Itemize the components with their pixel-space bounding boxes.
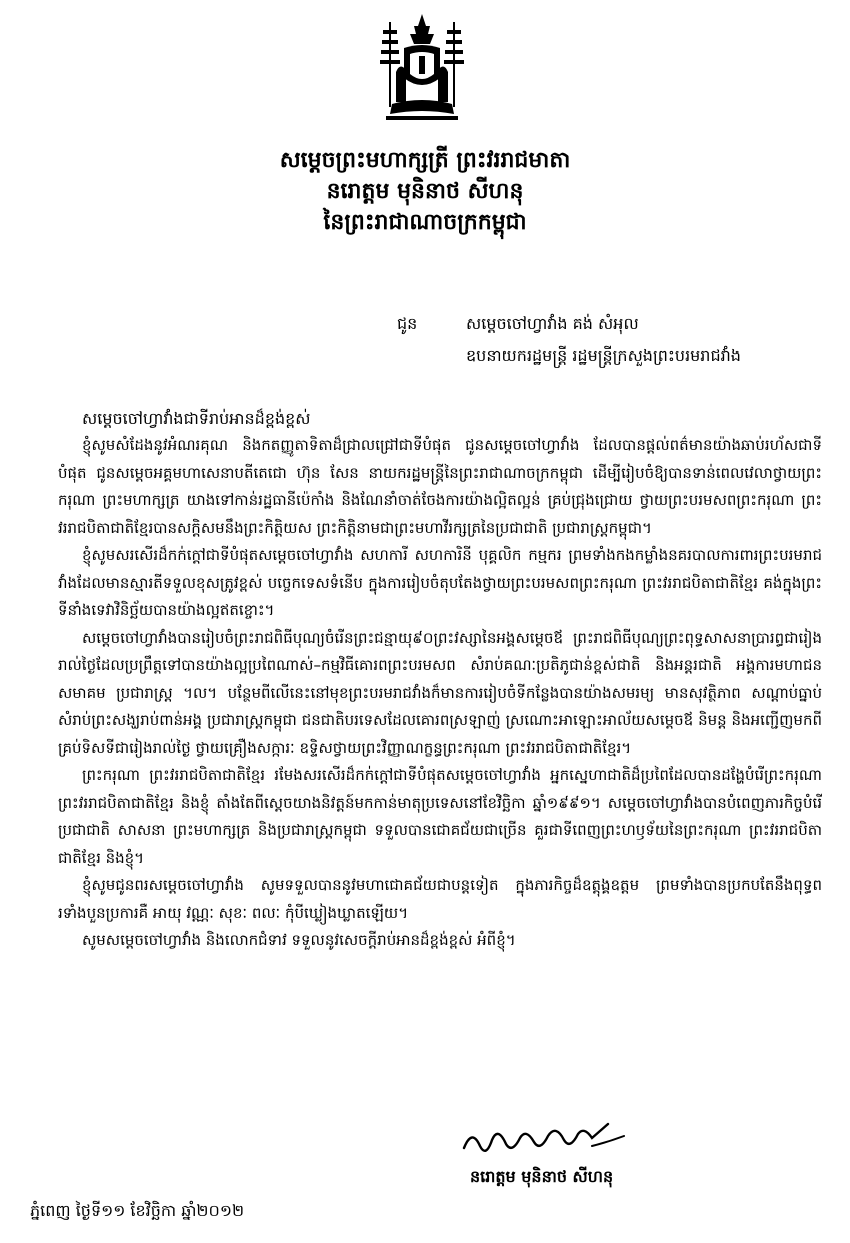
handwritten-signature: [458, 1118, 628, 1162]
letter-body: [58, 432, 822, 955]
recipient-title: ឧបនាយករដ្ឋមន្ត្រី រដ្ឋមន្ត្រីក្រសួងព្រះបរមរាជវាំង: [466, 346, 741, 365]
paragraph: ព្រះករុណា ព្រះវររាជបិតាជាតិខ្មែរ រមែងសរសើរដ៏កក់ក្តៅជាទីបំផុតសម្តេចចៅហ្វាវាំង អ្នកស្នេហាជាតិដ៏ប្រពៃដែលបានដង្ហែបំរើព្រះករុណា ព្រះវររាជបិតាជាតិខ្មែរ និងខ្ញុំ តាំងតែពីស្តេចយាងនិវត្តន៍មកកាន់មាតុប្រទេសនៅខែវិច្ឆិកា ឆ្នាំ១៩៩១។ សម្តេចចៅហ្វាវាំងបានបំពេញភារកិច្ចបំរើប្រជាជាតិ សាសនា ព្រះមហាក្សត្រ និងប្រជារាស្ត្រកម្ពុជា ទទួលបានជោគជ័យជាច្រើន គួរជាទីពេញព្រះហឫទ័យនៃព្រះករុណា ព្រះវររាជបិតាជាតិខ្មែរ និងខ្ញុំ។: [58, 766, 822, 867]
letter-date: ភ្នំពេញ ថ្ងៃទី១១ ខែវិច្ឆិកា ឆ្នាំ២០១២: [30, 1201, 245, 1220]
recipient-prefix: ជូន: [397, 314, 418, 333]
royal-crest-emblem: [376, 12, 468, 124]
issuer-title-line1: សម្តេចព្រះមហាក្សត្រី ព្រះវររាជមាតា: [279, 148, 571, 173]
salutation: សម្តេចចៅហ្វាវាំងជាទីរាប់អានដ៏ខ្ពង់ខ្ពស់: [82, 409, 311, 428]
issuer-kingdom-line3: នៃព្រះរាជាណាចក្រកម្ពុជា: [323, 210, 527, 235]
paragraph: ខ្ញុំសូមសរសើរដ៏កក់ក្តៅជាទីបំផុតសម្តេចចៅហ្វាវាំង សហការី សហការិនី បុគ្គលិក កម្មករ ព្រមទាំងកងកម្លាំងនគរបាលការពារព្រះបរមរាជវាំងដែលមានស្មារតីទទួលខុសត្រូវខ្ពស់ បច្ចេកទេសទំនើប ក្នុងការរៀបចំតុបតែងថ្វាយព្រះបរមសពព្រះករុណា ព្រះវររាជបិតាជាតិខ្មែរ គង់ក្នុងព្រះទីនាំងទេវាវិនិច្ឆ័យបានយ៉ាងល្អឥតខ្ចោះ។: [58, 546, 822, 619]
issuer-name-line2: នរោត្តម មុនិនាថ សីហនុ: [326, 179, 524, 204]
paragraph: ខ្ញុំសូមជូនពរសម្តេចចៅហ្វាវាំង សូមទទួលបាននូវមហាជោគជ័យជាបន្តទៀត ក្នុងភារកិច្ចដ៏ឧត្តុង្គឧត្តម ព្រមទាំងបានប្រកបតែនឹងពុទ្ធពរទាំងបួនប្រការគឺ អាយុ វណ្ណៈ សុខៈ ពលៈ កុំបីឃ្លៀងឃ្លាតឡើយ។: [58, 876, 822, 922]
paragraph: សូមសម្តេចចៅហ្វាវាំង និងលោកជំទាវ ទទួលនូវសេចក្តីរាប់អានដ៏ខ្ពង់ខ្ពស់ អំពីខ្ញុំ។: [82, 931, 516, 949]
signer-name: នរោត្តម មុនិនាថ សីហនុ: [470, 1167, 614, 1186]
paragraph: សម្តេចចៅហ្វាវាំងបានរៀបចំព្រះរាជពិធីបុណ្យចំរើនព្រះជន្មាយុ៩០ព្រះវស្សានៃអង្គសម្តេចឪ ព្រះរាជពិធីបុណ្យព្រះពុទ្ធសាសនាប្រារព្ធជារៀងរាល់ថ្ងៃដែលប្រព្រឹត្តទៅបានយ៉ាងល្អប្រពៃណាស់–កម្មវិធីគោរពព្រះបរមសព សំរាប់គណៈប្រតិភូជាន់ខ្ពស់ជាតិ និងអន្តរជាតិ អង្គការមហាជន សមាគម ប្រជារាស្ត្រ ។ល។ បន្ថែមពីលើនេះនៅមុខព្រះបរមរាជវាំងក៏មានការរៀបចំទីកន្លែងបានយ៉ាងសមរម្យ មានសុវត្ថិភាព សណ្តាប់ធ្នាប់សំរាប់ព្រះសង្ឃរាប់ពាន់អង្គ ប្រជារាស្ត្រកម្ពុជា ជនជាតិបរទេសដែលគោរពស្រឡាញ់ ស្រណោះអាឡោះអាល័យសម្តេចឪ និមន្ត និងអញ្ជើញមកពីគ្រប់ទិសទីជារៀងរាល់ថ្ងៃ ថ្វាយគ្រឿងសក្ការៈ ឧទ្ទិសថ្វាយព្រះវិញ្ញាណក្ខន្ធព្រះករុណា ព្រះវររាជបិតាជាតិខ្មែរ។: [58, 628, 822, 757]
paragraph: ខ្ញុំសូមសំដែងនូវអំណរគុណ និងកតញ្ញូតាទិតាដ៏ជ្រាលជ្រៅជាទីបំផុត ជូនសម្តេចចៅហ្វាវាំង ដែលបានផ្តល់ពត៌មានយ៉ាងឆាប់រហ័សជាទីបំផុត ជូនសម្តេចអគ្គមហាសេនាបតីតេជោ ហ៊ុន សែន នាយករដ្ឋមន្ត្រីនៃព្រះរាជាណាចក្រកម្ពុជា ដើម្បីរៀបចំឱ្យបានទាន់ពេលវេលាថ្វាយព្រះករុណា ព្រះមហាក្សត្រ យាងទៅកាន់រដ្ឋធានីប៉េកាំង និងណែនាំចាត់ចែងការយ៉ាងល្អិតល្អន់ គ្រប់ជ្រុងជ្រោយ ថ្វាយព្រះបរមសពព្រះករុណា ព្រះវររាជបិតាជាតិខ្មែរបានសក្តិសមនឹងព្រះកិត្តិយស ព្រះកិត្តិនាមជាព្រះមហាវីរក្សត្រនៃប្រជាជាតិ ប្រជារាស្ត្រកម្ពុជា។: [58, 436, 822, 537]
recipient-name: សម្តេចចៅហ្វាវាំង គង់ សំអុល: [466, 314, 639, 333]
